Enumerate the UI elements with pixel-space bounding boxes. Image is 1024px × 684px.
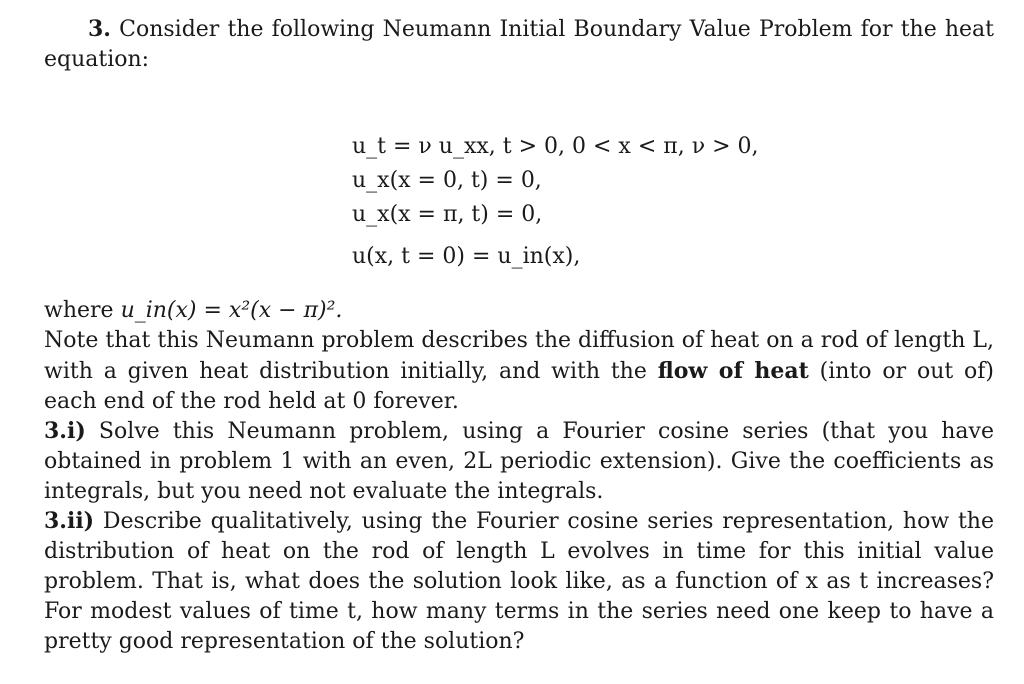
part-i-paragraph bbox=[44, 416, 994, 507]
where-clause bbox=[44, 296, 994, 326]
note-text-before: Note that this Neumann problem describes the diffusion of heat on a rod of length L, with a given heat distribution initially, and with the bbox=[44, 328, 994, 384]
problem-intro-line2: equation: bbox=[44, 47, 150, 72]
part-ii-text: Describe qualitatively, using the Fourier cosine series representation, how the distribution of heat on the rod of length L evolves in time for this initial value problem. That is, what does the solution look like, as a function of x as t increases? For modest values of time t, how many terms in the series need one keep to have a pretty good representation of the solution? bbox=[44, 509, 994, 654]
part-ii-paragraph bbox=[44, 506, 994, 657]
equation-pde: u_t = ν u_xx, t > 0, 0 < x < π, ν > 0, bbox=[352, 134, 759, 159]
problem-intro-text: Consider the following Neumann Initial Boundary Value Problem for the heat bbox=[119, 17, 995, 42]
equation-initial-condition: u(x, t = 0) = u_in(x), bbox=[352, 244, 581, 269]
problem-number: 3. bbox=[88, 16, 111, 42]
part-i-text: Solve this Neumann problem, using a Fourier cosine series (that you have obtained in problem 1 with an even, 2L periodic extension). Give the coefficients as integrals, but you need not evaluate the integrals. bbox=[44, 419, 994, 504]
equation-bc-left: u_x(x = 0, t) = 0, bbox=[352, 168, 542, 193]
note-paragraph bbox=[44, 326, 994, 417]
part-i-label: 3.i) bbox=[44, 418, 86, 444]
initial-condition-formula: u_in(x) = x²(x − π)². bbox=[120, 298, 343, 323]
note-text-after: (into or out of) each end of the rod held at 0 forever. bbox=[44, 359, 994, 414]
where-label: where bbox=[44, 298, 114, 323]
problem-intro bbox=[44, 14, 994, 75]
note-bold-phrase: flow of heat bbox=[657, 358, 809, 384]
part-ii-label: 3.ii) bbox=[44, 508, 95, 534]
equation-bc-right: u_x(x = π, t) = 0, bbox=[352, 202, 543, 227]
